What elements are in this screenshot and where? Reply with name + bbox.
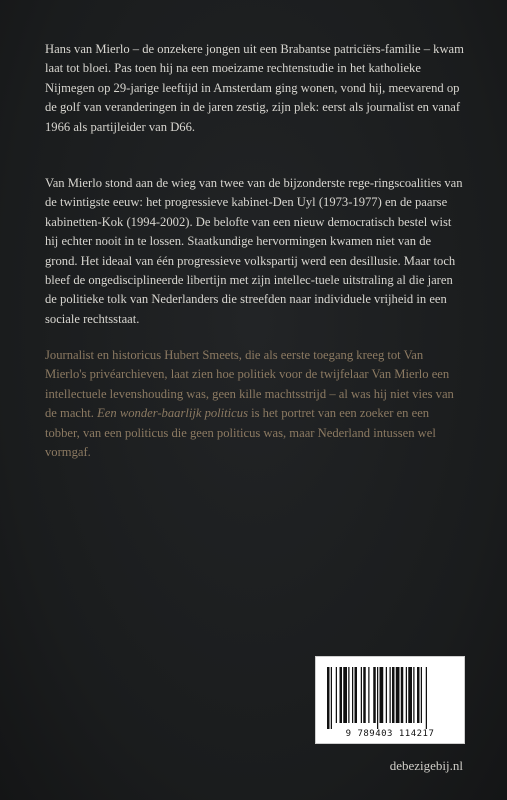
publisher-url: debezigebij.nl: [389, 758, 463, 773]
blurb-text: is het portret van een zoeker en een tobber, van een politicus die geen politicus was, maar Nederland intussen wel vormgaf.: [45, 406, 436, 460]
blurb-paragraph-1: Hans van Mierlo – de onzekere jongen uit een Brabantse patriciërs-familie – kwam laat tot bloei. Pas toen hij na een moeizame rechtenstudie in het katholieke Nijmegen op 29-jarige leeftijd in Amsterdam ging wonen, vond hij, meevarend op de golf van veranderingen in de jaren zestig, zijn plek: eerst als journalist en vanaf 1966 als partijleider van D66.: [45, 42, 464, 134]
book-title-italic: Een wonder-baarlijk politicus: [97, 406, 248, 421]
barcode-icon: [325, 667, 455, 729]
barcode-box: [315, 656, 465, 744]
blurb-paragraph-3: [45, 346, 465, 462]
blurb-text: Journalist en historicus Hubert Smeets, die als eerste toegang kreeg tot Van Mierlo's privéarchieven, laat zien hoe politiek voor de twijfelaar Van Mierlo een intellectuele levenshouding was, geen kille machtsstrijd – al was hij niet vies van de macht.: [45, 348, 454, 421]
blurb-paragraph-2: Van Mierlo stond aan de wieg van twee van de bijzonderste rege-ringscoalities van de twintigste eeuw: het progressieve kabinet-Den Uyl (1973-1977) en de paarse kabinetten-Kok (1994-2002). De belofte van een nieuw democratisch bestel wist hij echter nooit in te lossen. Staatkundige hervormingen kwamen niet van de grond. Het ideaal van één progressieve volkspartij werd een desillusie. Maar toch bleef de ongedisciplineerde libertijn met zijn intellec-tuele uitstraling al die jaren de politieke tolk van Nederlanders die streefden naar individuele vrijheid in een sociale rechtsstaat.: [45, 176, 463, 326]
isbn-number: 9 789403 114217: [345, 729, 435, 739]
